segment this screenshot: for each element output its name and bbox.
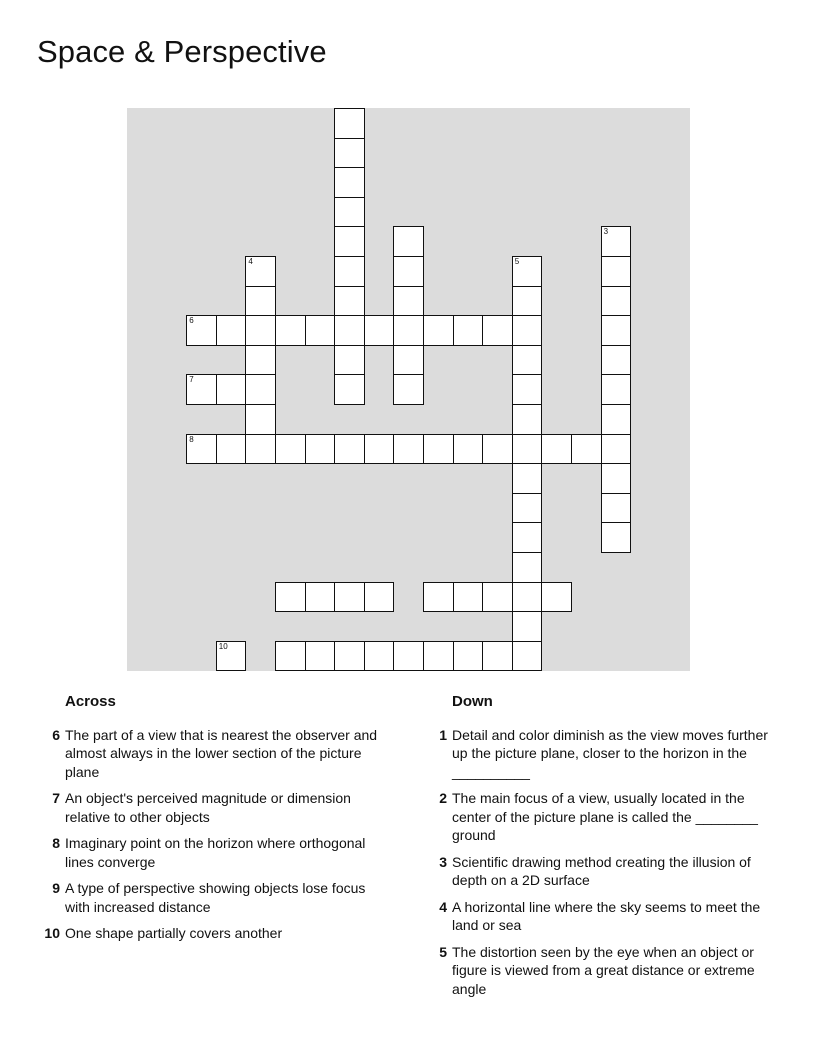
crossword-cell[interactable] xyxy=(393,256,424,287)
cell-number: 6 xyxy=(189,316,194,326)
across-clue-6 xyxy=(40,726,390,782)
crossword-cell[interactable] xyxy=(245,256,276,287)
crossword-cell[interactable] xyxy=(275,315,306,346)
crossword-cell[interactable] xyxy=(216,374,247,405)
crossword-cell[interactable] xyxy=(245,404,276,435)
across-clue-8 xyxy=(40,834,390,871)
clue-number: 1 xyxy=(439,726,447,743)
crossword-cell[interactable] xyxy=(245,434,276,465)
clue-number: 3 xyxy=(439,853,447,870)
crossword-cell[interactable] xyxy=(482,434,513,465)
crossword-cell[interactable] xyxy=(482,641,513,672)
crossword-cell[interactable] xyxy=(334,434,365,465)
crossword-cell[interactable] xyxy=(334,226,365,257)
clue-text: A horizontal line where the sky seems to meet the land or sea xyxy=(452,898,761,933)
crossword-cell[interactable] xyxy=(334,138,365,169)
across-heading: Across xyxy=(65,693,116,710)
crossword-cell[interactable] xyxy=(423,315,454,346)
crossword-cell[interactable] xyxy=(512,641,543,672)
across-clue-7 xyxy=(40,789,390,826)
crossword-cell[interactable] xyxy=(334,108,365,139)
clue-text: Scientific drawing method creating the illusion of depth on a 2D surface xyxy=(452,853,751,888)
crossword-cell[interactable] xyxy=(512,345,543,376)
crossword-cell[interactable] xyxy=(216,315,247,346)
crossword-cell[interactable] xyxy=(334,197,365,228)
cell-number: 7 xyxy=(189,375,194,385)
page-title: Space & Perspective xyxy=(37,34,327,69)
crossword-cell[interactable] xyxy=(334,315,365,346)
clue-number: 2 xyxy=(439,790,447,806)
clue-text: An object's perceived magnitude or dimension relative to other objects xyxy=(65,790,351,825)
crossword-cell[interactable] xyxy=(453,434,484,465)
crossword-cell[interactable] xyxy=(334,256,365,287)
crossword-cell[interactable] xyxy=(601,286,632,317)
across-clue-10 xyxy=(40,924,390,943)
crossword-cell[interactable] xyxy=(512,463,543,494)
crossword-cell[interactable] xyxy=(245,315,276,346)
clue-number: 7 xyxy=(52,790,60,806)
crossword-cell[interactable] xyxy=(186,315,217,346)
crossword-cell[interactable] xyxy=(453,315,484,346)
crossword-cell[interactable] xyxy=(334,374,365,405)
crossword-cell[interactable] xyxy=(512,374,543,405)
clue-text: The part of a view that is nearest the observer and almost always in the lower section of the picture plane xyxy=(65,726,378,780)
crossword-cell[interactable] xyxy=(393,315,424,346)
cell-number: 10 xyxy=(218,641,228,651)
cell-number: 3 xyxy=(603,227,609,237)
clue-text: One shape partially covers another xyxy=(65,925,283,941)
clue-number: 8 xyxy=(52,835,60,851)
crossword-cell[interactable] xyxy=(601,493,632,524)
crossword-cell[interactable] xyxy=(512,582,543,613)
down-clue-1 xyxy=(427,726,777,782)
crossword-cell[interactable] xyxy=(305,641,336,672)
crossword-cell[interactable] xyxy=(512,256,543,287)
crossword-cell[interactable] xyxy=(512,315,543,346)
clue-number: 5 xyxy=(439,943,447,960)
clue-text: The distortion seen by the eye when an object or figure is viewed from a great distance or extreme angle xyxy=(452,943,755,997)
crossword-cell[interactable] xyxy=(423,582,454,613)
crossword-cell[interactable] xyxy=(393,374,424,405)
down-clue-4 xyxy=(427,898,777,935)
crossword-cell[interactable] xyxy=(216,434,247,465)
crossword-cell[interactable] xyxy=(305,315,336,346)
crossword-cell[interactable] xyxy=(482,315,513,346)
crossword-cell[interactable] xyxy=(601,256,632,287)
clue-number: 10 xyxy=(44,925,60,941)
crossword-cell[interactable] xyxy=(601,434,632,465)
crossword-cell[interactable] xyxy=(423,434,454,465)
crossword-cell[interactable] xyxy=(364,641,395,672)
crossword-cell[interactable] xyxy=(305,582,336,613)
across-clues xyxy=(40,693,390,951)
crossword-cell[interactable] xyxy=(245,286,276,317)
crossword-cell[interactable] xyxy=(601,404,632,435)
crossword-cell[interactable] xyxy=(364,434,395,465)
crossword-cell[interactable] xyxy=(275,641,306,672)
clue-number: 4 xyxy=(439,898,447,915)
across-clue-9 xyxy=(40,879,390,916)
cell-number: 8 xyxy=(189,434,194,444)
crossword-cell[interactable] xyxy=(364,582,395,613)
down-clue-5 xyxy=(427,943,777,999)
clue-text: Detail and color diminish as the view moves further up the picture plane, closer to the horizon in the __________ xyxy=(452,726,768,780)
down-clue-3 xyxy=(427,853,777,890)
crossword-cell[interactable] xyxy=(601,345,632,376)
down-clues xyxy=(427,693,777,1006)
crossword-cell[interactable] xyxy=(423,641,454,672)
crossword-cell[interactable] xyxy=(512,286,543,317)
crossword-cell[interactable] xyxy=(186,434,217,465)
crossword-cell[interactable] xyxy=(393,226,424,257)
crossword-cell[interactable] xyxy=(571,434,602,465)
crossword-cell[interactable] xyxy=(393,345,424,376)
crossword-cell[interactable] xyxy=(334,345,365,376)
crossword-cell[interactable] xyxy=(512,434,543,465)
clue-text: A type of perspective showing objects lose focus with increased distance xyxy=(65,880,366,915)
cell-number: 4 xyxy=(248,257,253,266)
crossword-cell[interactable] xyxy=(216,641,247,672)
crossword-cell[interactable] xyxy=(393,286,424,317)
crossword-cell[interactable] xyxy=(541,582,572,613)
crossword-cell[interactable] xyxy=(334,286,365,317)
crossword-cell[interactable] xyxy=(601,522,632,553)
crossword-grid xyxy=(127,108,690,671)
clue-text: The main focus of a view, usually located in the center of the picture plane is called the ________ ground xyxy=(452,790,758,843)
crossword-cell[interactable] xyxy=(601,374,632,405)
crossword-cell[interactable] xyxy=(482,582,513,613)
crossword-cell[interactable] xyxy=(334,582,365,613)
crossword-cell[interactable] xyxy=(512,552,543,583)
crossword-cell[interactable] xyxy=(364,315,395,346)
crossword-cell[interactable] xyxy=(245,374,276,405)
crossword-cell[interactable] xyxy=(275,434,306,465)
crossword-cell[interactable] xyxy=(601,315,632,346)
crossword-cell[interactable] xyxy=(334,641,365,672)
down-clue-2 xyxy=(427,789,777,845)
crossword-cell[interactable] xyxy=(305,434,336,465)
clue-text: Imaginary point on the horizon where orthogonal lines converge xyxy=(65,835,366,870)
down-heading: Down xyxy=(452,693,493,710)
crossword-cell[interactable] xyxy=(186,374,217,405)
crossword-cell[interactable] xyxy=(453,582,484,613)
crossword-cell[interactable] xyxy=(601,463,632,494)
crossword-cell[interactable] xyxy=(512,493,543,524)
crossword-cell[interactable] xyxy=(601,226,632,257)
crossword-cell[interactable] xyxy=(275,582,306,613)
crossword-cell[interactable] xyxy=(393,641,424,672)
crossword-cell[interactable] xyxy=(453,641,484,672)
clue-number: 6 xyxy=(52,726,60,743)
crossword-cell[interactable] xyxy=(245,345,276,376)
clue-number: 9 xyxy=(52,880,60,896)
crossword-cell[interactable] xyxy=(512,404,543,435)
crossword-cell[interactable] xyxy=(393,434,424,465)
crossword-cell[interactable] xyxy=(512,522,543,553)
crossword-cell[interactable] xyxy=(512,611,543,642)
cell-number: 5 xyxy=(514,257,520,266)
crossword-cell[interactable] xyxy=(541,434,572,465)
crossword-cell[interactable] xyxy=(334,167,365,198)
